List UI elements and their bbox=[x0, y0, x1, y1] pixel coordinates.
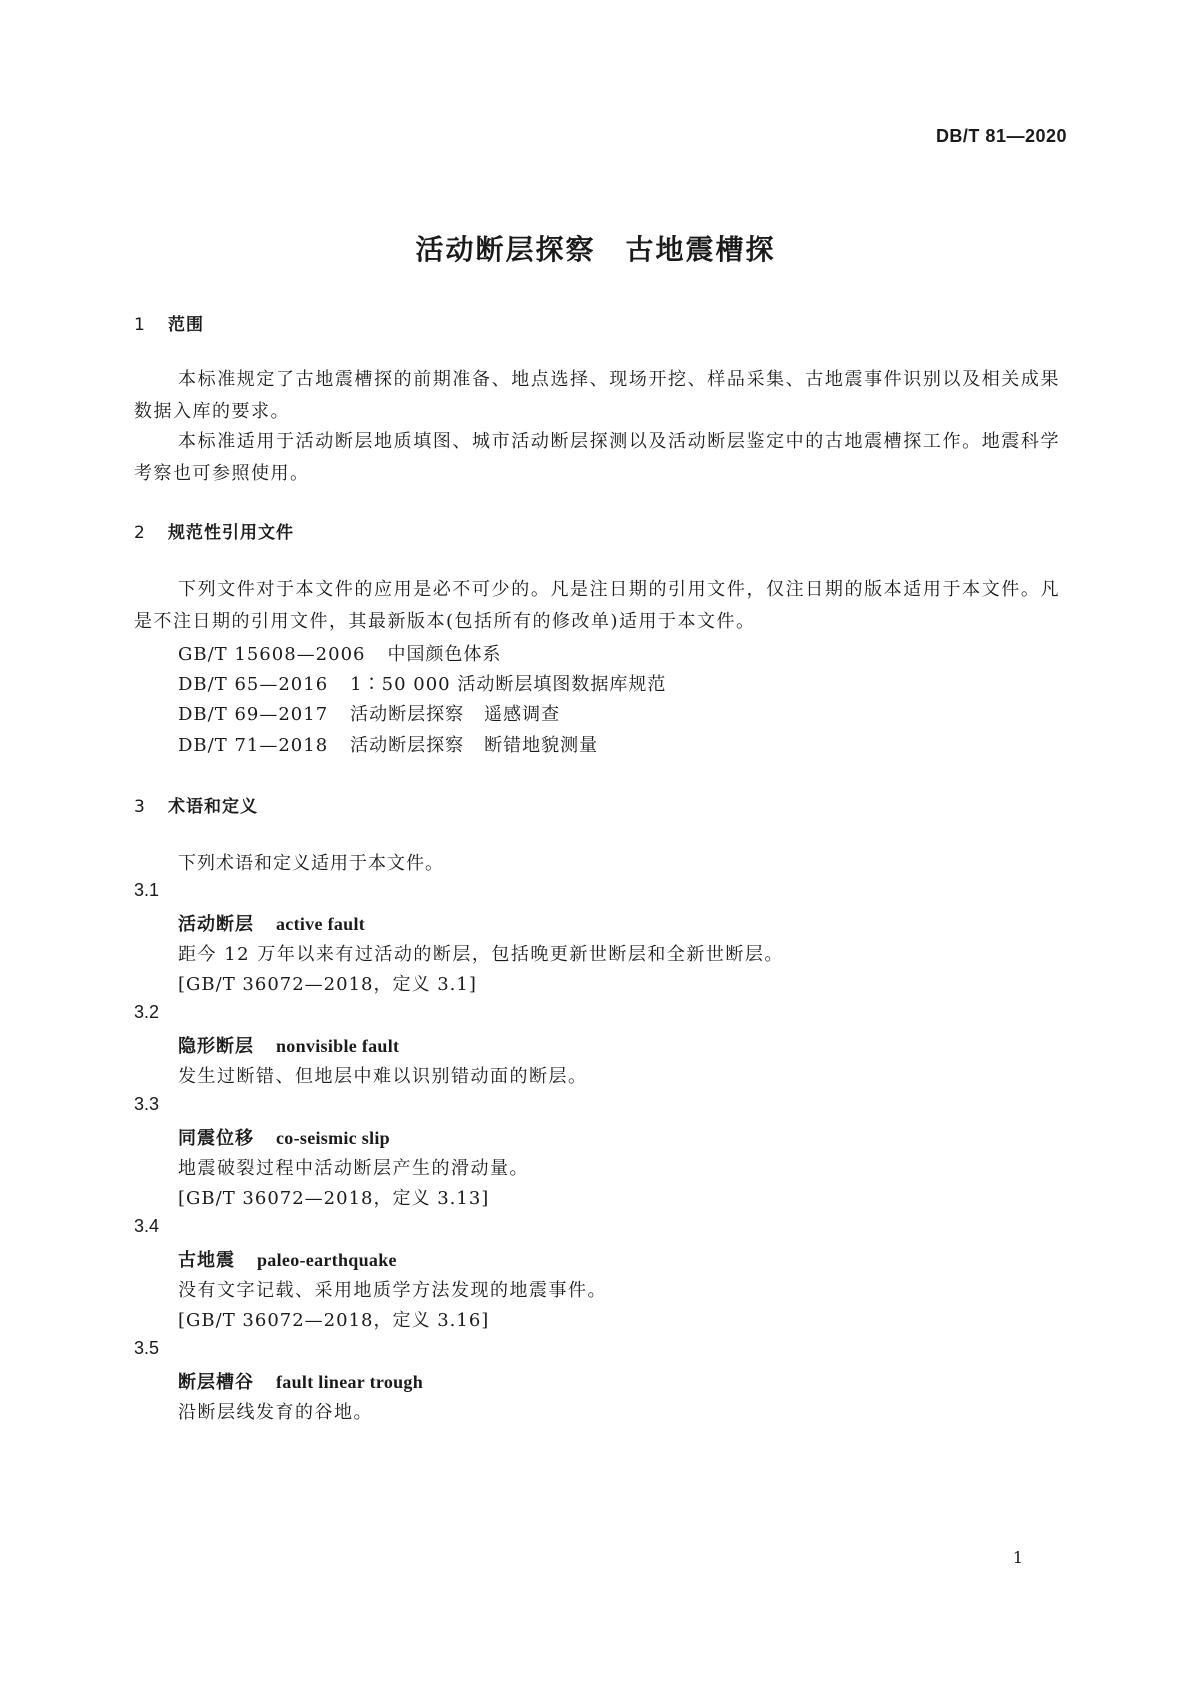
section-title: 术语和定义 bbox=[168, 797, 258, 817]
reference-item bbox=[178, 700, 560, 726]
term-number: 3.1 bbox=[134, 880, 160, 900]
term-source: [GB/T 36072—2018，定义 3.13] bbox=[178, 1188, 490, 1209]
reference-item bbox=[178, 670, 666, 696]
term-zh: 同震位移 bbox=[178, 1128, 254, 1149]
term-zh: 活动断层 bbox=[178, 914, 254, 935]
term-source: [GB/T 36072—2018，定义 3.16] bbox=[178, 1310, 490, 1331]
section-heading-terms-and-definitions bbox=[134, 792, 258, 817]
reference-title: 活动断层探察 bbox=[350, 735, 465, 756]
paragraph: 下列文件对于本文件的应用是必不可少的。凡是注日期的引用文件，仅注日期的版本适用于本文件。凡是不注日期的引用文件，其最新版本(包括所有的修改单)适用于本文件。 bbox=[134, 579, 1060, 632]
section-heading-normative-references bbox=[134, 518, 294, 543]
reference-code: DB/T 71—2018 bbox=[178, 735, 329, 756]
term-zh: 隐形断层 bbox=[178, 1036, 254, 1057]
section-heading-scope bbox=[134, 310, 204, 335]
term-en: co-seismic slip bbox=[276, 1128, 390, 1148]
term-en: active fault bbox=[276, 914, 366, 934]
term-heading bbox=[178, 1368, 423, 1394]
reference-subtitle: 断错地貌测量 bbox=[484, 735, 599, 756]
term-source: [GB/T 36072—2018，定义 3.1] bbox=[178, 974, 477, 995]
term-definition: 地震破裂过程中活动断层产生的滑动量。 bbox=[178, 1158, 529, 1179]
page-number: 1 bbox=[1012, 1548, 1023, 1567]
section-title: 规范性引用文件 bbox=[168, 523, 294, 543]
terms-intro: 下列术语和定义适用于本文件。 bbox=[178, 853, 444, 874]
term-heading bbox=[178, 1032, 399, 1058]
term-zh: 古地震 bbox=[178, 1250, 235, 1271]
section-title: 范围 bbox=[168, 315, 204, 335]
term-en: fault linear trough bbox=[276, 1372, 424, 1392]
term-definition: 沿断层线发育的谷地。 bbox=[178, 1402, 373, 1423]
reference-title: 1∶50 000 活动断层填图数据库规范 bbox=[350, 674, 667, 695]
reference-title: 活动断层探察 bbox=[350, 704, 465, 725]
term-number: 3.4 bbox=[134, 1216, 160, 1236]
term-number: 3.2 bbox=[134, 1002, 160, 1022]
term-zh: 断层槽谷 bbox=[178, 1372, 254, 1393]
section-number: 2 bbox=[134, 523, 146, 543]
reference-code: GB/T 15608—2006 bbox=[178, 644, 366, 665]
term-en: paleo-earthquake bbox=[257, 1250, 397, 1270]
reference-code: DB/T 69—2017 bbox=[178, 704, 329, 725]
term-en: nonvisible fault bbox=[276, 1036, 400, 1056]
term-definition: 没有文字记载、采用地质学方法发现的地震事件。 bbox=[178, 1280, 607, 1301]
term-heading bbox=[178, 910, 365, 936]
term-number: 3.3 bbox=[134, 1094, 160, 1114]
section-number: 1 bbox=[134, 315, 146, 335]
section-number: 3 bbox=[134, 797, 146, 817]
paragraph: 本标准适用于活动断层地质填图、城市活动断层探测以及活动断层鉴定中的古地震槽探工作。地震科学考察也可参照使用。 bbox=[134, 431, 1060, 484]
paragraph: 本标准规定了古地震槽探的前期准备、地点选择、现场开挖、样品采集、古地震事件识别以及相关成果数据入库的要求。 bbox=[134, 369, 1060, 422]
reference-code: DB/T 65—2016 bbox=[178, 674, 329, 695]
term-definition: 发生过断错、但地层中难以识别错动面的断层。 bbox=[178, 1066, 588, 1087]
term-heading bbox=[178, 1124, 390, 1150]
reference-subtitle: 遥感调查 bbox=[484, 704, 561, 725]
reference-item bbox=[178, 640, 501, 666]
standard-code: DB/T 81—2020 bbox=[935, 126, 1067, 146]
term-heading bbox=[178, 1246, 397, 1272]
document-title: 活动断层探察 古地震槽探 bbox=[415, 233, 776, 266]
reference-title: 中国颜色体系 bbox=[387, 644, 502, 665]
term-definition: 距今 12 万年以来有过活动的断层，包括晚更新世断层和全新世断层。 bbox=[178, 944, 784, 965]
term-number: 3.5 bbox=[134, 1338, 160, 1358]
reference-item bbox=[178, 731, 598, 757]
